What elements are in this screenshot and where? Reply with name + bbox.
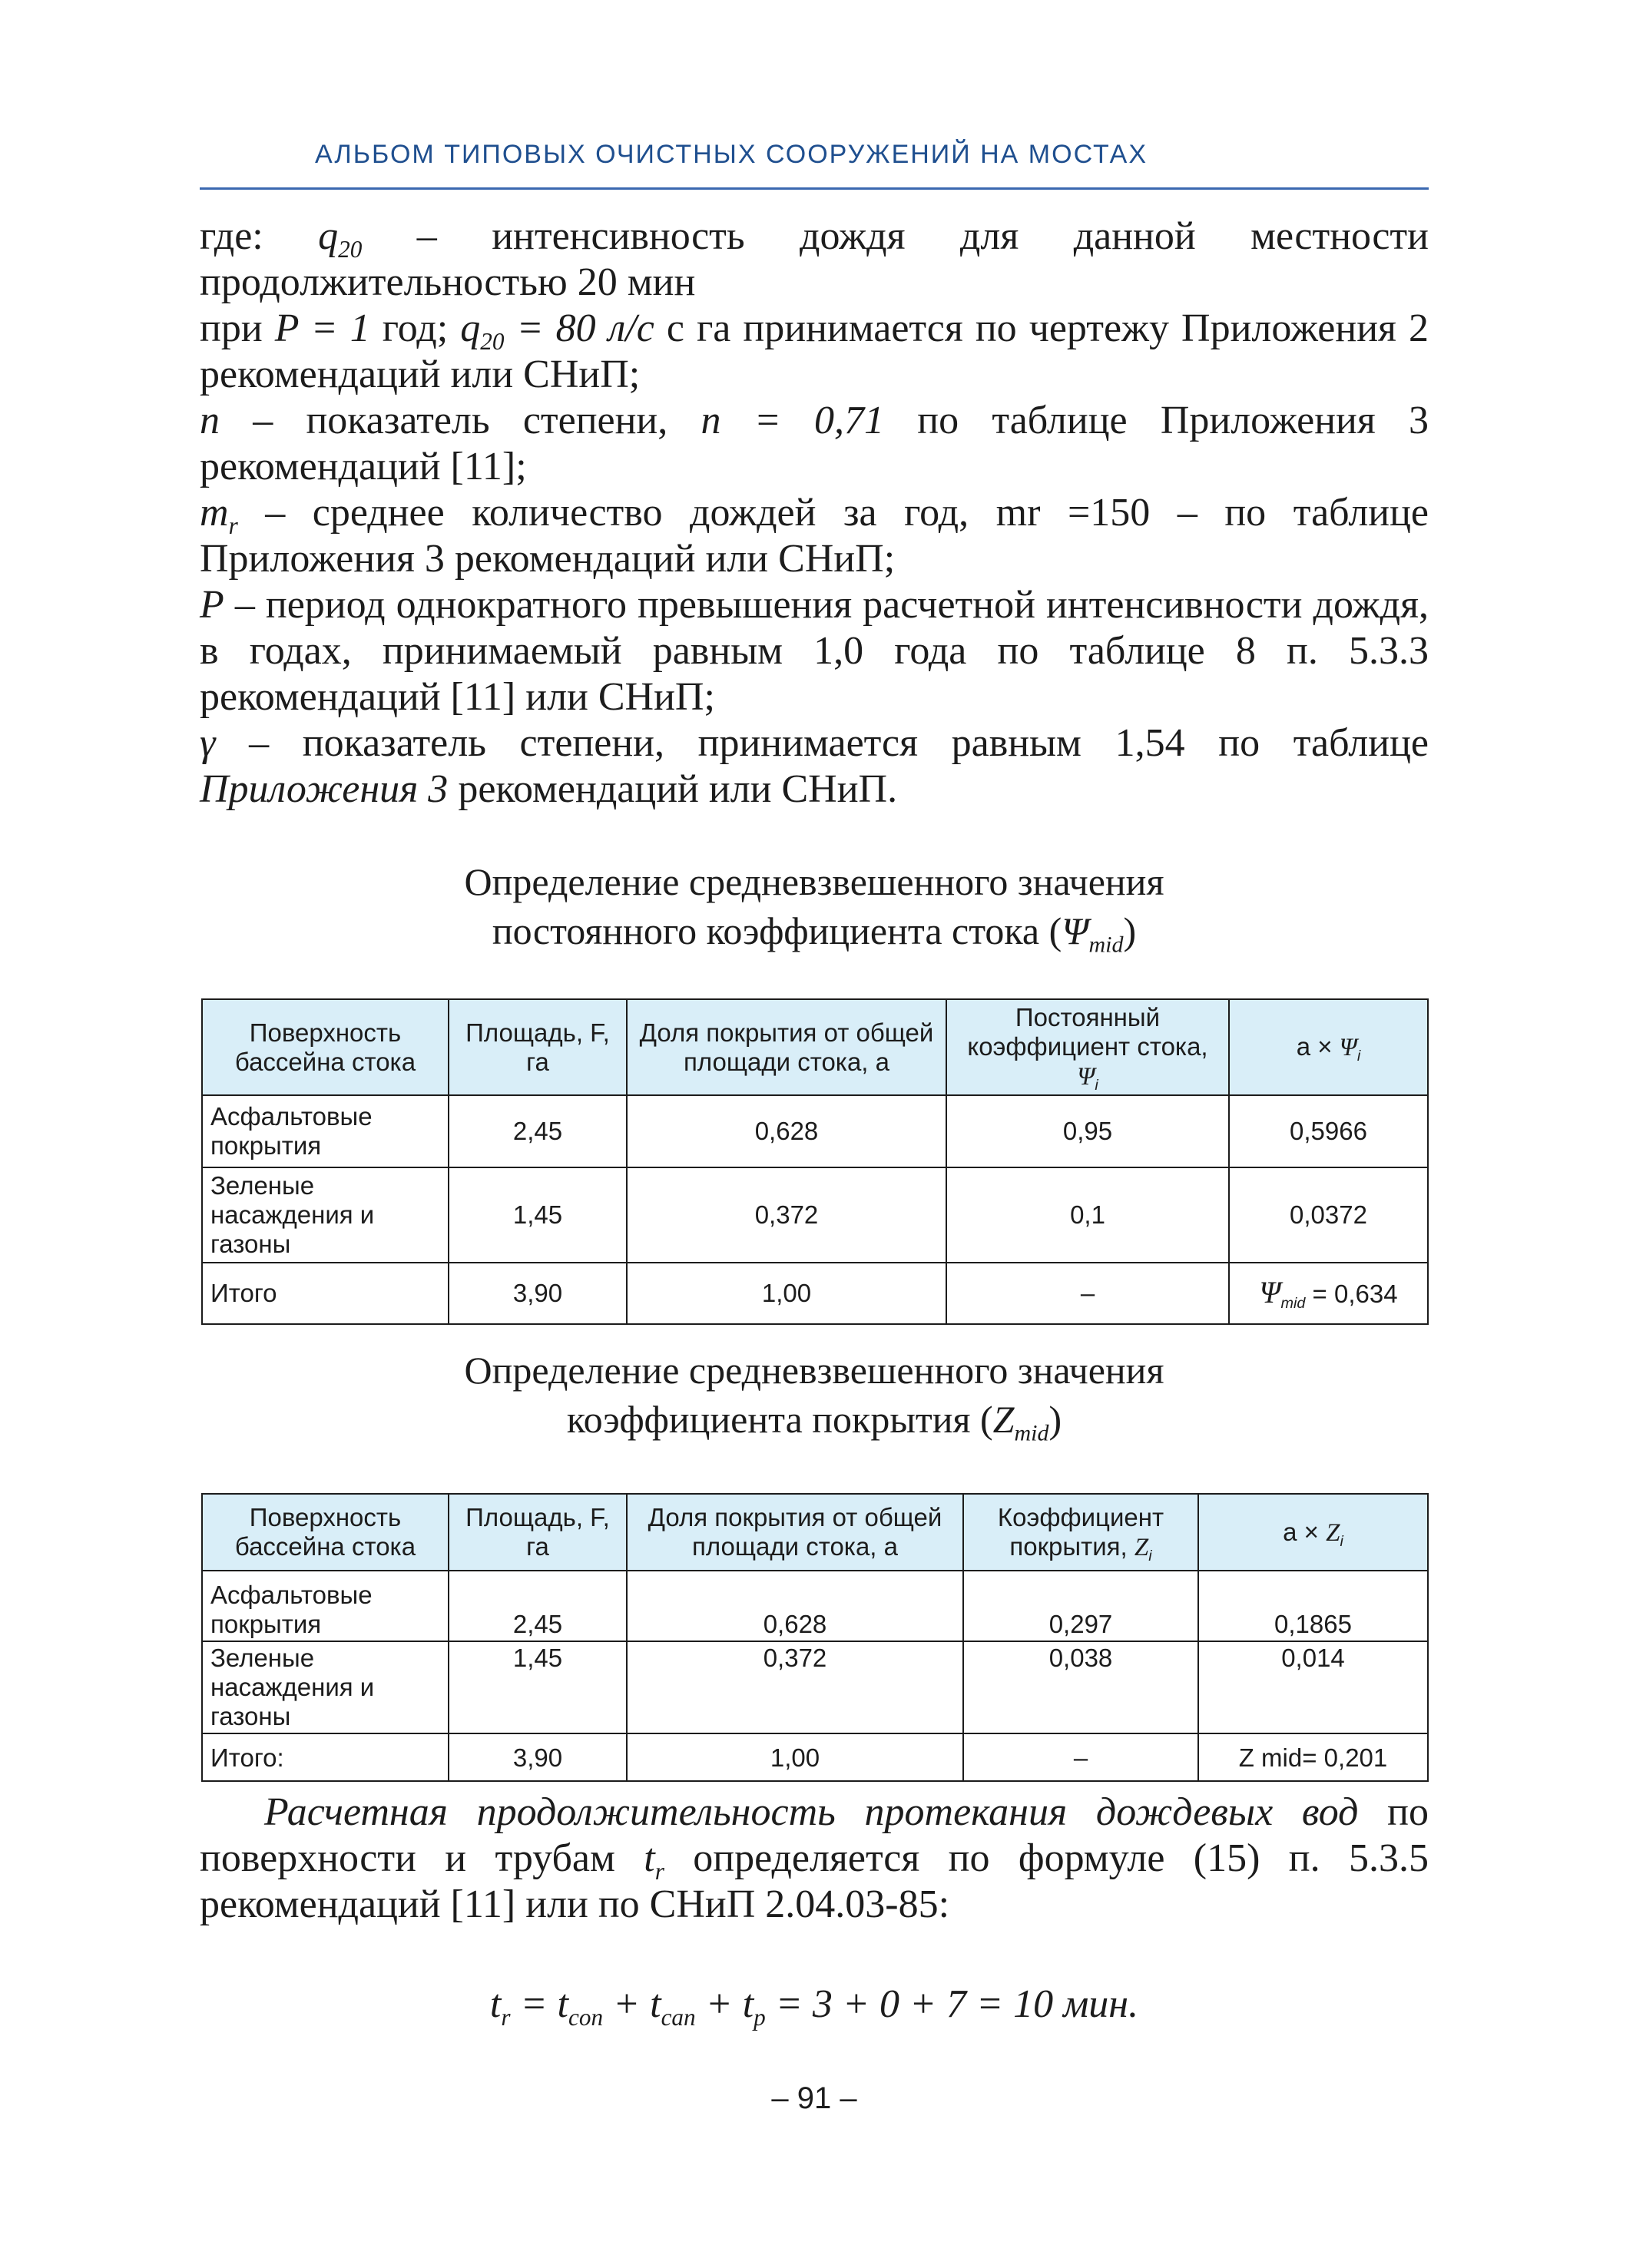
col-header-coef: Постоянный коэффициент стока, $\Psi_i$: [946, 999, 1229, 1095]
cell-surface: Асфальтовые покрытия: [202, 1095, 449, 1167]
cell-total-label: Итого:: [202, 1733, 449, 1781]
table-total-row: [202, 1733, 1428, 1781]
header-title: АЛЬБОМ ТИПОВЫХ ОЧИСТНЫХ СООРУЖЕНИЙ НА МОСТАХ: [315, 140, 1148, 169]
cell-surface: Зеленые насаждения и газоны: [202, 1167, 449, 1263]
cell-coef: 0,95: [946, 1095, 1229, 1167]
definitions-block: [200, 214, 1429, 813]
duration-formula: $t_r = t_{con} + t_{can} + t_p = 3 + 0 + 7 = 10$ мин.: [489, 1982, 1139, 2031]
col-header-area: Площадь, F, га: [449, 999, 627, 1095]
cell-total-coef: –: [946, 1263, 1229, 1324]
cell-coef: 0,038: [963, 1641, 1198, 1733]
duration-paragraph: Расчетная продолжительность протекания дождевых вод по поверхности и трубам $t_r$ определяется по формуле (15) п. 5.3.5 рекомендаций [11] или по СНиП 2.04.03-85:: [200, 1790, 1429, 1926]
table2-caption: Определение средневзвешенного значения коэффициента покрытия $(Z_{mid})$: [464, 1349, 1164, 1446]
table-total-row: [202, 1263, 1428, 1324]
col-header-share: Доля покрытия от общей площади стока, a: [627, 999, 946, 1095]
cover-coefficient-table: [201, 1493, 1429, 1782]
cell-total-share: 1,00: [627, 1733, 963, 1781]
cell-total-area: 3,90: [449, 1263, 627, 1324]
running-header: [200, 140, 1429, 170]
col-header-product: $a \times Z_i$: [1198, 1494, 1428, 1571]
cell-area: 2,45: [449, 1571, 627, 1641]
cell-product: 0,0372: [1229, 1167, 1428, 1263]
cell-total-coef: –: [963, 1733, 1198, 1781]
table-row: [202, 1641, 1428, 1733]
cell-total-product: Z mid= 0,201: [1198, 1733, 1428, 1781]
table-row: [202, 1095, 1428, 1167]
cell-surface: Зеленые насаждения и газоны: [202, 1641, 449, 1733]
cell-share: 0,628: [627, 1095, 946, 1167]
definition-p: P – период однократного превышения расчетной интенсивности дождя, в годах, принимаемый равным 1,0 года по таблице 8 п. 5.3.3 рекомендаций [11] или СНиП;: [200, 583, 1429, 719]
col-header-surface: Поверхность бассейна стока: [202, 1494, 449, 1571]
definition-p-year: при P = 1 год; $q_{20} = 80$ л/с с га принимается по чертежу Приложения 2 рекомендаций или СНиП;: [200, 306, 1429, 396]
cell-coef: 0,297: [963, 1571, 1198, 1641]
cell-product: 0,014: [1198, 1641, 1428, 1733]
definition-mr: $m_r$ – среднее количество дождей за год, mr =150 – по таблице Приложения 3 рекомендаций или СНиП;: [200, 491, 1429, 581]
col-header-area: Площадь, F, га: [449, 1494, 627, 1571]
col-header-surface: Поверхность бассейна стока: [202, 999, 449, 1095]
cell-share: 0,372: [627, 1641, 963, 1733]
table-header-row: [202, 999, 1428, 1095]
table-header-row: [202, 1494, 1428, 1571]
cell-total-label: Итого: [202, 1263, 449, 1324]
definition-n: n – показатель степени, n = 0,71 по таблице Приложения 3 рекомендаций [11];: [200, 399, 1429, 488]
cell-area: 1,45: [449, 1641, 627, 1733]
cell-share: 0,372: [627, 1167, 946, 1263]
col-header-share: Доля покрытия от общей площади стока, a: [627, 1494, 963, 1571]
page-number: – 91 –: [771, 2081, 857, 2115]
col-header-coef: Коэффициент покрытия, $Z_i$: [963, 1494, 1198, 1571]
runoff-coefficient-table: [201, 998, 1429, 1325]
header-divider: [200, 187, 1429, 190]
cell-share: 0,628: [627, 1571, 963, 1641]
definition-gamma: γ – показатель степени, принимается равным 1,54 по таблице Приложения 3 рекомендаций или СНиП.: [200, 721, 1429, 811]
cell-total-area: 3,90: [449, 1733, 627, 1781]
cell-coef: 0,1: [946, 1167, 1229, 1263]
cell-total-product: $\Psi_{mid} = 0,634$: [1229, 1263, 1428, 1324]
definition-q20: где: $q_{20}$ – интенсивность дождя для данной местности продолжительностью 20 мин: [200, 214, 1429, 304]
table-row: [202, 1571, 1428, 1641]
cell-total-share: 1,00: [627, 1263, 946, 1324]
cell-product: 0,1865: [1198, 1571, 1428, 1641]
cell-area: 2,45: [449, 1095, 627, 1167]
table-row: [202, 1167, 1428, 1263]
table1-caption: Определение средневзвешенного значения постоянного коэффициента стока $(\Psi_{mid})$: [464, 860, 1164, 958]
col-header-product: $a \times \Psi_i$: [1229, 999, 1428, 1095]
cell-surface: Асфальтовые покрытия: [202, 1571, 449, 1641]
cell-product: 0,5966: [1229, 1095, 1428, 1167]
cell-area: 1,45: [449, 1167, 627, 1263]
